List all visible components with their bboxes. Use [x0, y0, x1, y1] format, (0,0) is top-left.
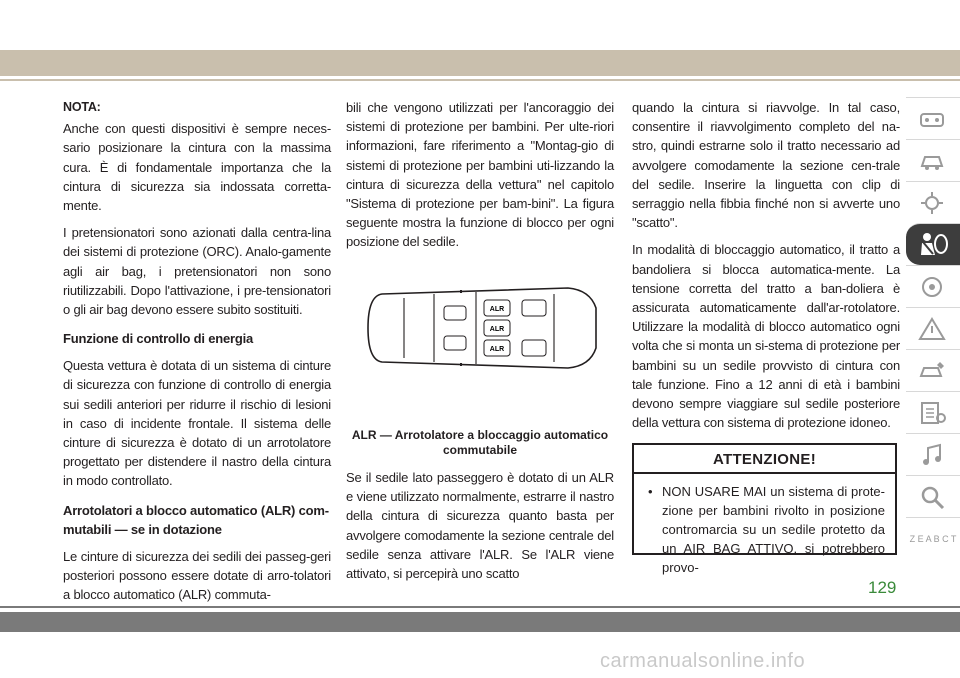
warning-body: [634, 474, 895, 577]
section-heading-alr: Arrotolatori a blocco automatico (ALR) com-mutabili — se in dotazione: [63, 502, 329, 537]
page-number: 129: [868, 578, 897, 597]
top-rule: [0, 79, 960, 81]
chapter-tab-sidebar: [906, 97, 960, 559]
warning-light-icon[interactable]: [906, 181, 960, 223]
watermark-text: carmanualsonline.info: [600, 650, 806, 672]
alphabet-index-icon[interactable]: [906, 517, 960, 559]
alr-label-1: ALR: [489, 306, 505, 313]
note-label: NOTA:: [63, 100, 101, 114]
column-middle-lower: [346, 468, 614, 591]
passenger-alr-paragraph: Se il sedile lato passeggero è dotato di un ALR e viene utilizzato normalmente, estrarre il nastro della cintura di sicurezza quanto basta per avvolgere comodamente la sezione centrale del sedile senza attivare l'ALR. Se l'ALR viene attivato, si percepirà uno scatto: [346, 470, 614, 582]
car-service-icon[interactable]: [906, 349, 960, 391]
vehicle-top-view-figure: [364, 278, 600, 378]
column-middle: [346, 98, 614, 260]
alr-paragraph: Le cinture di sicurezza dei sedili dei passeg-geri posteriori possono essere dotate di arro-tolatori a blocco automatico (ALR) commuta-: [63, 548, 331, 603]
pretensioner-paragraph: I pretensionatori sono azionati dalla centra-lina dei sistemi di protezione (ORC). Analo-gamente agli air bag, i pretensionatori non sono riutilizzabili. Dopo l'attivazione, i pre-tensionatori o gli air bag devono essere subito sostituiti.: [63, 225, 331, 318]
alr-label-2: ALR: [489, 326, 505, 333]
warning-text: NON USARE MAI un sistema di prote-zione per bambini rivolto in posizione contromarcia su un sedile protetto da un AIR BAG ATTIVO, si potrebbero provo-: [662, 484, 885, 575]
top-decorative-band: [0, 50, 960, 76]
automatic-lock-paragraph: In modalità di bloccaggio automatico, il tratto a bandoliera si blocca automatica-mente. La tensione corretta del tratto a ban-doliera è assicurata automaticamente dall'ar-rotolatore. Utilizzare la modalità di blocco automatico ogni volta che si monta un si-stema di protezione per bambini su un sedile provvisto di cintura con tale funzione. Fino a 12 anni di età i bambini devono sempre viaggiare sul sedile posteriore della vettura con sistema di protezione idoneo.: [632, 242, 900, 431]
alr-label-3: ALR: [489, 346, 505, 353]
index-letters: Z E A B C T: [909, 533, 957, 544]
bottom-decorative-band: [0, 612, 960, 632]
checklist-icon[interactable]: [906, 391, 960, 433]
steering-wheel-icon[interactable]: [906, 265, 960, 307]
column-left: [63, 98, 331, 612]
retract-paragraph: quando la cintura si riavvolge. In tal caso, consentire il riavvolgimento completo del na-stro, quindi estrarne solo il tratto necessario ad avvolgere comodamente la sezione cen-trale del sedile. Inserire la linguetta con clip di serraggio nella fibbia finché non si avverte uno "scatto".: [632, 100, 900, 231]
seatbelt-airbag-icon[interactable]: [906, 223, 960, 265]
warning-box: [632, 443, 897, 575]
section-heading-energy: Funzione di controllo di energia: [63, 331, 254, 347]
bottom-rule: [0, 606, 960, 608]
figure-intro-paragraph: bili che vengono utilizzati per l'ancoraggio dei sistemi di protezione per bambini. Per ulte-riori informazioni, fare riferimento a "Montag-gio di sistemi di protezione per bambini uti-lizzando la cintura di sicurezza della vettura" nel capitolo "Sistema di protezione per bam-bini". La figura seguente mostra la funzione di blocco per ogni posizione del sedile.: [346, 100, 614, 250]
warning-title: ATTENZIONE!: [634, 445, 895, 474]
music-nav-icon[interactable]: [906, 433, 960, 475]
figure-caption: ALR — Arrotolatore a bloccaggio automatico commutabile: [351, 428, 609, 457]
car-dashboard-icon[interactable]: [906, 97, 960, 139]
column-right: [632, 98, 900, 440]
warning-triangle-icon[interactable]: [906, 307, 960, 349]
car-info-icon[interactable]: [906, 139, 960, 181]
search-icon[interactable]: [906, 475, 960, 517]
note-paragraph: Anche con questi dispositivi è sempre neces-sario posizionare la cintura con la massima cura. È di fondamentale importanza che la cintura di sicurezza sia indossata corretta-mente.: [63, 121, 331, 214]
warning-bullet: •: [648, 484, 653, 499]
energy-paragraph: Questa vettura è dotata di un sistema di cinture di sicurezza con funzione di controllo di energia sui sedili anteriori per ridurre il rischio di lesioni in caso di incidente frontale. Il sistema delle cinture di sicurezza è dotato di un arrotolatore progettato per distendere il nastro della cintura in modo controllato.: [63, 358, 331, 489]
